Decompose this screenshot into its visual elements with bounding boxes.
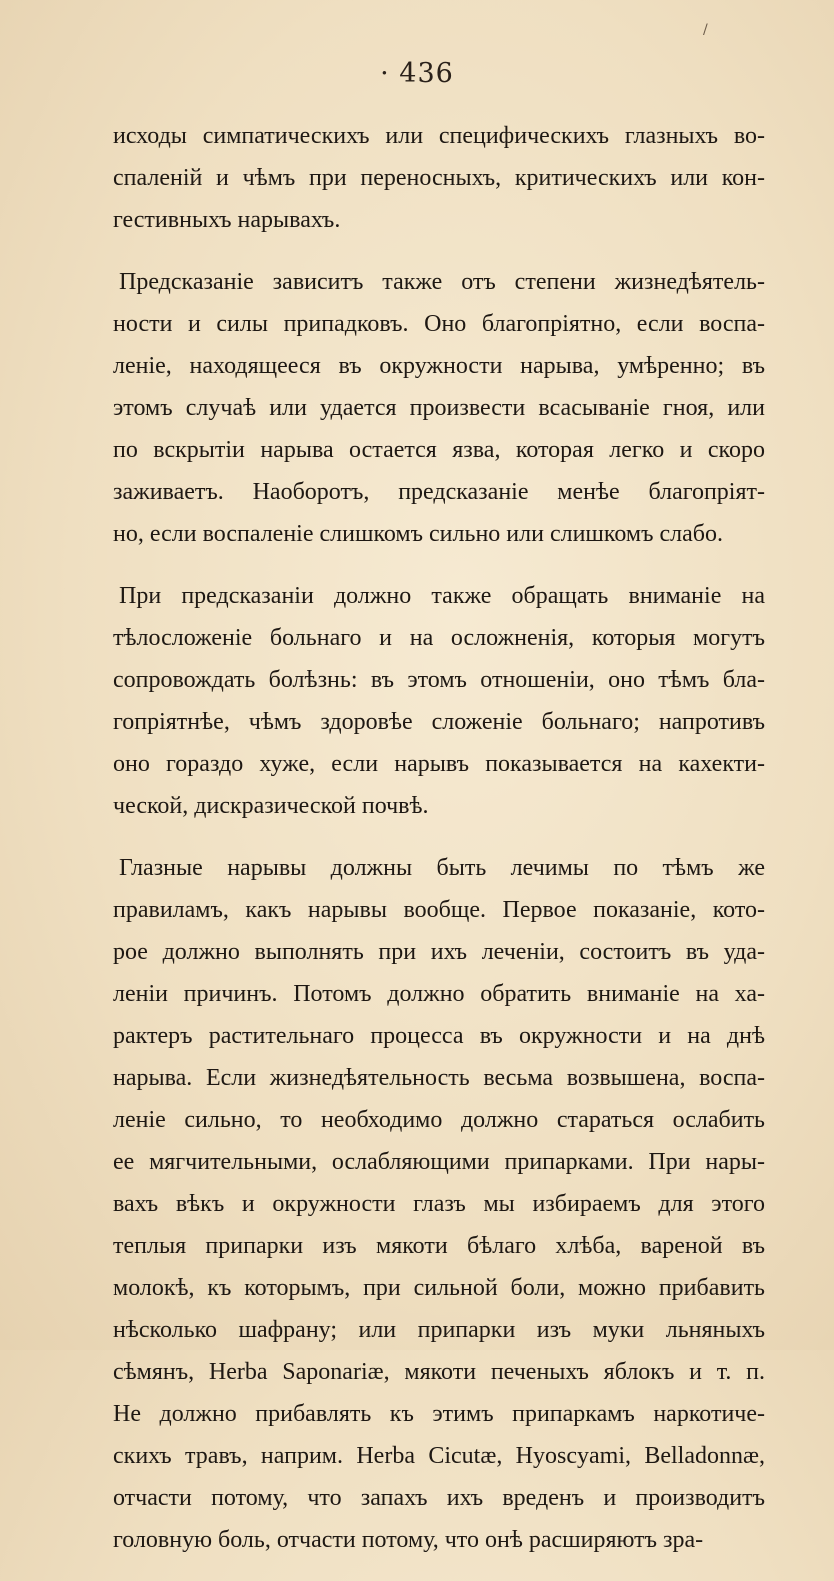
text-line: гопрiятнѣе, чѣмъ здоровѣе сложенiе больнаго; напротивъ [113,709,765,735]
text-line: скихъ травъ, наприм. Herba Cicutæ, Hyoscyami, Belladonnæ, [113,1443,765,1469]
paragraph [113,115,765,241]
text-line: вахъ вѣкъ и окружности глазъ мы избираемъ для этого [113,1191,765,1217]
text-line: нѣсколько шафрану; или припарки изъ муки льняныхъ [113,1317,765,1343]
text-line: по вскрытiи нарыва остается язва, которая легко и скоро [113,437,765,463]
text-line: ленiи причинъ. Потомъ должно обратить вниманiе на ха- [113,981,765,1007]
paragraph [113,847,765,1561]
text-line: молокѣ, къ которымъ, при сильной боли, можно прибавить [113,1275,765,1301]
text-line: При предсказанiи должно также обращать вниманiе на [119,583,765,609]
text-line: сѣмянъ, Herba Saponariæ, мякоти печеныхъ яблокъ и т. п. [113,1359,765,1385]
paragraph [113,261,765,555]
text-line: ее мягчительными, ослабляющими припарками. При нары- [113,1149,765,1175]
text-line: ленiе, находящееся въ окружности нарыва, умѣренно; въ [113,353,765,379]
text-line: Предсказанiе зависитъ также отъ степени жизнедѣятель- [119,269,765,295]
body-text [113,115,765,1581]
text-line: нарыва. Если жизнедѣятельность весьма возвышена, воспа- [113,1065,765,1091]
paragraph [113,575,765,827]
text-line: тѣлосложенiе больнаго и на осложненiя, которыя могутъ [113,625,765,651]
text-line: заживаетъ. Наоборотъ, предсказанiе менѣе благопрiят- [113,479,765,505]
text-line: рое должно выполнять при ихъ леченiи, состоитъ въ уда- [113,939,765,965]
text-line: ленiе сильно, то необходимо должно стараться ослабить [113,1107,765,1133]
text-line: гестивныхъ нарывахъ. [113,207,341,233]
text-line: исходы симпатическихъ или специфическихъ глазныхъ во- [113,123,765,149]
text-line: спаленiй и чѣмъ при переносныхъ, критическихъ или кон- [113,165,765,191]
page-number: · 436 [380,58,454,89]
text-line: правиламъ, какъ нарывы вообще. Первое показанiе, кото- [113,897,765,923]
margin-mark: / [703,22,708,38]
text-line: ческой, дискразической почвѣ. [113,793,429,819]
text-line: рактеръ растительнаго процесса въ окружности и на днѣ [113,1023,765,1049]
text-line: но, если воспаленiе слишкомъ сильно или слишкомъ слабо. [113,521,723,547]
text-line: головную боль, отчасти потому, что онѣ расширяютъ зра- [113,1527,704,1553]
text-line: оно гораздо хуже, если нарывъ показывается на кахекти- [113,751,765,777]
text-line: этомъ случаѣ или удается произвести всасыванiе гноя, или [113,395,765,421]
text-line: отчасти потому, что запахъ ихъ вреденъ и производитъ [113,1485,765,1511]
text-line: теплыя припарки изъ мякоти бѣлаго хлѣба, вареной въ [113,1233,765,1259]
text-line: Глазные нарывы должны быть лечимы по тѣмъ же [119,855,765,881]
text-line: сопровождать болѣзнь: въ этомъ отношенiи, оно тѣмъ бла- [113,667,765,693]
text-line: Не должно прибавлять къ этимъ припаркамъ наркотиче- [113,1401,765,1427]
text-line: ности и силы припадковъ. Оно благопрiятно, если воспа- [113,311,765,337]
